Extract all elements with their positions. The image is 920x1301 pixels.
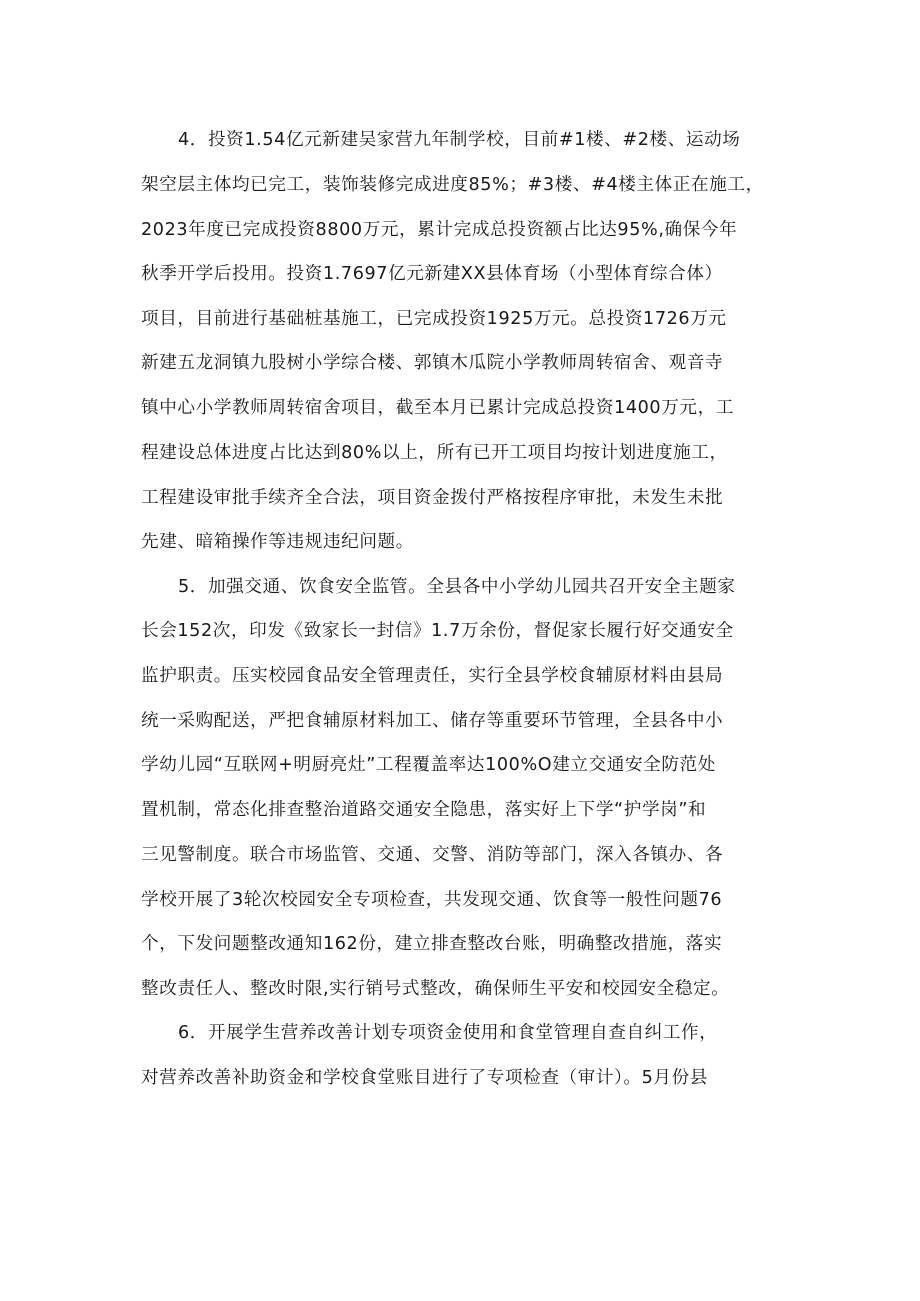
paragraph-5-line-3: 监护职责。压实校园食品安全管理责任，实行全县学校食辅原材料由县局 (141, 666, 724, 686)
paragraph-5-line-4: 统一采购配送，严把食辅原材料加工、储存等重要环节管理，全县各中小 (141, 711, 724, 731)
paragraph-4-line-8: 程建设总体进度占比达到80%以上，所有已开工项目均按计划进度施工， (141, 443, 728, 463)
paragraph-5-line-2: 长会152次，印发《致家长一封信》1.7万余份，督促家长履行好交通安全 (141, 621, 734, 641)
paragraph-5-line-8: 学校开展了3轮次校园安全专项检查，共发现交通、饮食等一般性问题76 (141, 890, 723, 910)
paragraph-4-line-1: 4．投资1.54亿元新建吴家营九年制学校，目前#1楼、#2楼、运动场 (178, 130, 741, 150)
paragraph-6-line-2: 对营养改善补助资金和学校食堂账目进行了专项检查（审计）。5月份县 (141, 1068, 709, 1088)
paragraph-5-line-10: 整改责任人、整改时限,实行销号式整改，确保师生平安和校园安全稳定。 (141, 979, 730, 999)
paragraph-4-line-7: 镇中心小学教师周转宿舍项目，截至本月已累计完成总投资1400万元，工 (141, 398, 734, 418)
paragraph-5-line-5: 学幼儿园“互联网+明厨亮灶”工程覆盖率达100%O建立交通安全防范处 (141, 755, 716, 775)
paragraph-4-line-3: 2023年度已完成投资8800万元，累计完成总投资额占比达95%,确保今年 (141, 220, 738, 240)
paragraph-6-line-1: 6．开展学生营养改善计划专项资金使用和食堂管理自查自纠工作， (178, 1023, 718, 1043)
paragraph-5-line-6: 置机制，常态化排查整治道路交通安全隐患，落实好上下学“护学岗”和 (141, 800, 707, 820)
paragraph-4-line-6: 新建五龙洞镇九股树小学综合楼、郭镇木瓜院小学教师周转宿舍、观音寺 (141, 353, 724, 373)
paragraph-4-line-4: 秋季开学后投用。投资1.7697亿元新建XX县体育场（小型体育综合体） (141, 264, 723, 284)
paragraph-4-line-2: 架空层主体均已完工，装饰装修完成进度85%；#3楼、#4楼主体正在施工， (141, 175, 764, 195)
paragraph-4-line-10: 先建、暗箱操作等违规违纪问题。 (141, 532, 414, 552)
paragraph-5-line-9: 个，下发问题整改通知162份，建立排查整改台账，明确整改措施，落实 (141, 934, 723, 954)
paragraph-5-line-1: 5．加强交通、饮食安全监管。全县各中小学幼儿园共召开安全主题家 (178, 577, 736, 597)
paragraph-5-line-7: 三见警制度。联合市场监管、交通、交警、消防等部门，深入各镇办、各 (141, 845, 724, 865)
paragraph-4-line-9: 工程建设审批手续齐全合法，项目资金拨付严格按程序审批，未发生未批 (141, 488, 724, 508)
paragraph-4-line-5: 项目，目前进行基础桩基施工，已完成投资1925万元。总投资1726万元 (141, 309, 727, 329)
